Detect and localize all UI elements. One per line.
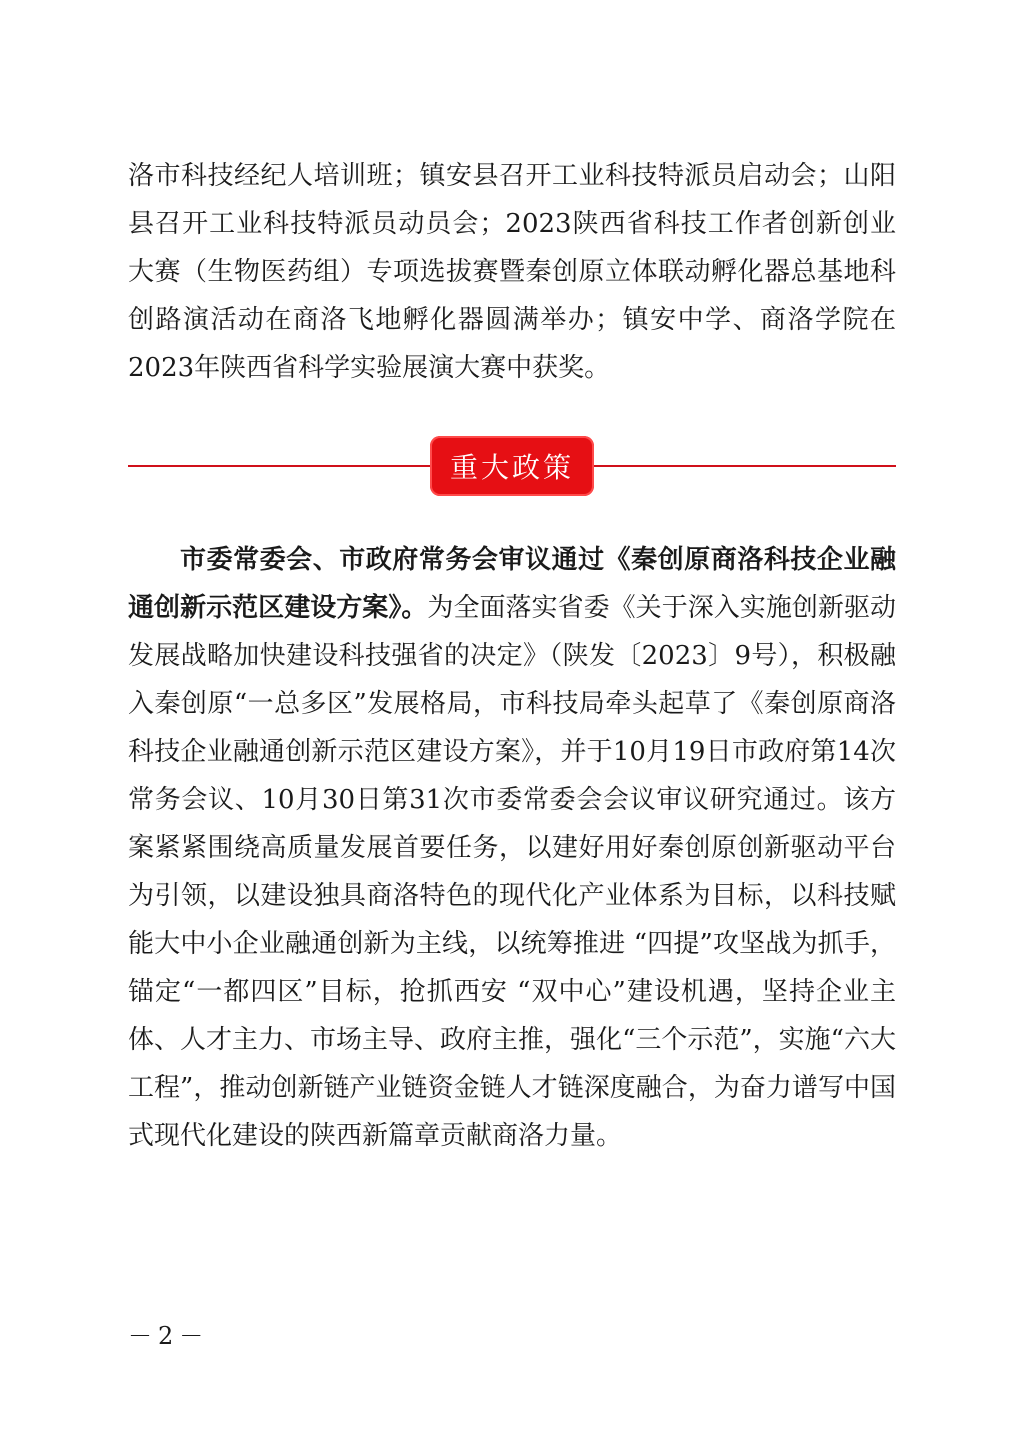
section-header <box>128 436 896 498</box>
section-divider-right <box>594 465 896 467</box>
policy-body: 为全面落实省委《关于深入实施创新驱动发展战略加快建设科技强省的决定》（陕发〔2023〕9号），积极融入秦创原“一总多区”发展格局，市科技局牵头起草了《秦创原商洛科技企业融通创新示范区建设方案》，并于10月19日市政府第14次常务会议、10月30日第31次市委常委会会议审议研究通过。该方案紧紧围绕高质量发展首要任务，以建好用好秦创原创新驱动平台为引领，以建设独具商洛特色的现代化产业体系为目标，以科技赋能大中小企业融通创新为主线，以统筹推进 “四提”攻坚战为抓手，锚定“一都四区”目标，抢抓西安 “双中心”建设机遇，坚持企业主体、人才主力、市场主导、政府主推，强化“三个示范”，实施“六大工程”，推动创新链产业链资金链人才链深度融合，为奋力谱写中国式现代化建设的陕西新篇章贡献商洛力量。 <box>128 593 896 1151</box>
section-title-badge <box>430 436 594 496</box>
policy-paragraph <box>128 536 896 1160</box>
policy-headline: 市委常委会、市政府常务会审议通过《秦创原商洛科技企业融通创新示范区建设方案》。 <box>128 545 896 623</box>
section-title: 重大政策 <box>449 451 574 484</box>
section-divider-left <box>128 465 430 467</box>
page-number: －2－ <box>128 1322 210 1350</box>
continued-paragraph: 洛市科技经纪人培训班；镇安县召开工业科技特派员启动会；山阳县召开工业科技特派员动员会；2023陕西省科技工作者创新创业大赛（生物医药组）专项选拔赛暨秦创原立体联动孵化器总基地科创路演活动在商洛飞地孵化器圆满举办；镇安中学、商洛学院在2023年陕西省科学实验展演大赛中获奖。 <box>128 161 896 383</box>
